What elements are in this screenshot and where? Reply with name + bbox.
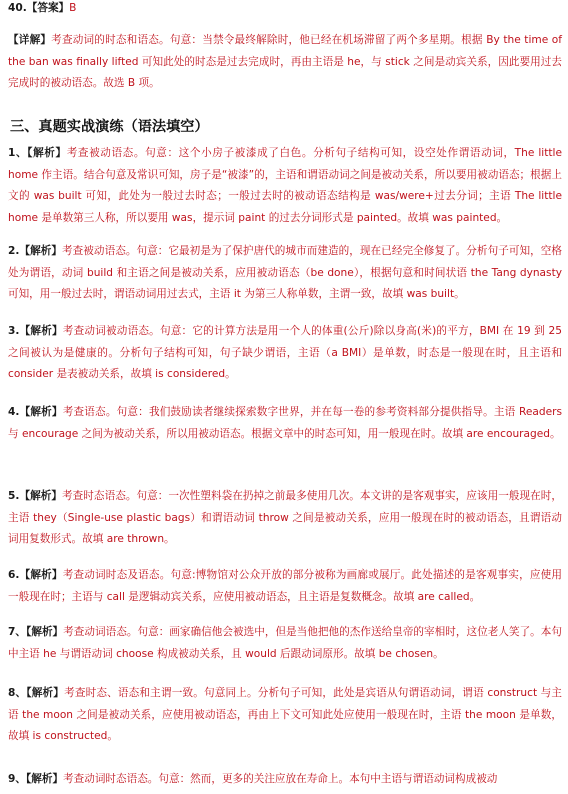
item-text: 考查时态、语态和主谓一致。句意同上。分析句子可知，此处是宾语从句谓语动词，谓语 construct 与主语 the moon 之间是被动关系，应使用被动语态，再由上下文可知此处应使用一般现在时，主语 the moon 是单数，故填 is constructed。	[8, 687, 563, 743]
exercise-item-3	[8, 321, 562, 386]
section-title: 三、真题实战演练（语法填空）	[10, 119, 209, 135]
item-text: 考查语态。句意：我们鼓励读者继续探索数字世界，并在每一卷的参考资料部分提供指导。主语 Readers 与 encourage 之间为被动关系，所以用被动语态。根据文章中的时态可知，用一般现在时。故填 are encouraged。	[8, 406, 563, 440]
question-40-answer-line	[8, 0, 562, 20]
item-text: 考查动词时态语态。句意：然而，更多的关注应放在寿命上。本句中主语与谓语动词构成被动	[63, 773, 498, 785]
exercise-item-9	[8, 769, 562, 791]
exercise-item-4	[8, 402, 562, 445]
item-text: 考查动词语态。句意：画家确信他会被选中，但是当他把他的杰作送给皇帝的宰相时，这位老人笑了。本句中主语 he 与谓语动词 choose 构成被动关系，且 would 后跟动词原形。故填 be chosen。	[8, 626, 562, 660]
item-text: 考查被动语态。句意：这个小房子被漆成了白色。分析句子结构可知，设空处作谓语动词，The little home 作主语。结合句意及常识可知，房子是“被漆”的，主语和谓语动词之间是被动关系，所以要用被动语态；根据上文的 was built 可知，此处为一般过去时态；一般过去时的被动语态结构是 was/were+过去分词；主语 The little home 是单数第三人称，所以要用 was，提示词 paint 的过去分词形式是 painted。故填 was painted。	[8, 147, 562, 224]
answer-value: B	[69, 2, 77, 14]
analysis-tag: 【解析】	[19, 406, 63, 418]
exercise-item-5	[8, 486, 562, 551]
item-number: 1、	[8, 147, 28, 159]
analysis-tag: 【解析】	[19, 325, 63, 337]
explanation-text: 考查动词的时态和语态。句意：当禁令最终解除时，他已经在机场滞留了两个多星期。根据 By the time of the ban was finally lifted 可知此处的时态是过去完成时，再由主语是 he，与 stick 之间是动宾关系，因此要用过去完成时的被动语态。故选 B 项。	[8, 34, 562, 90]
item-number: 6.	[8, 569, 20, 581]
analysis-tag: 【解析】	[19, 245, 63, 257]
analysis-tag: 【解析】	[19, 490, 63, 502]
item-number: 9、	[8, 773, 26, 785]
exercise-item-8	[8, 683, 562, 748]
analysis-tag: 【解析】	[25, 773, 64, 785]
item-number: 7、	[8, 626, 27, 638]
item-text: 考查时态语态。句意：一次性塑料袋在扔掉之前最多使用几次。本文讲的是客观事实，应该用一般现在时，主语 they（Single-use plastic bags）和谓语动词 throw 之间是被动关系，应用一般现在时的被动语态，且谓语动词用复数形式。故填 are thrown。	[8, 490, 563, 546]
analysis-tag: 【解析】	[26, 687, 65, 699]
item-text: 考查动词被动语态。句意：它的计算方法是用一个人的体重(公斤)除以身高(米)的平方，BMI 在 19 到 25 之间被认为是健康的。分析句子结构可知，句子缺少谓语，主语（a BMI）是单数，时态是一般现在时，且主语和 consider 是表被动关系，故填 is considered。	[8, 325, 562, 381]
item-number: 4.	[8, 406, 20, 418]
item-number: 3.	[8, 325, 20, 337]
exercise-item-7	[8, 622, 562, 665]
question-number: 40.	[8, 2, 27, 14]
item-number: 8、	[8, 687, 27, 699]
item-number: 2.	[8, 245, 20, 257]
analysis-tag: 【解析】	[27, 147, 67, 159]
exercise-item-2	[8, 241, 562, 306]
item-text: 考查被动语态。句意：它最初是为了保护唐代的城市而建造的，现在已经完全修复了。分析句子可知，空格处为谓语，动词 build 和主语之间是被动关系，应用被动语态（be done），根据句意和时间状语 the Tang dynasty 可知，用一般过去时，谓语动词用过去式，主语 it 为第三人称单数，主谓一致，故填 was built。	[8, 245, 563, 301]
analysis-tag: 【解析】	[19, 569, 63, 581]
answer-tag: 【答案】	[26, 2, 70, 14]
analysis-tag: 【解析】	[26, 626, 64, 638]
explanation-tag: 【详解】	[8, 34, 52, 46]
question-40-explanation	[8, 30, 562, 95]
exercise-item-6	[8, 565, 562, 608]
exercise-item-1	[8, 143, 562, 229]
item-number: 5.	[8, 490, 20, 502]
item-text: 考查动词时态及语态。句意:博物馆对公众开放的部分被称为画廊或展厅。此处描述的是客观事实，应使用一般现在时；主语与 call 是逻辑动宾关系，应使用被动语态，且主语是复数概念。故填 are called。	[8, 569, 562, 603]
